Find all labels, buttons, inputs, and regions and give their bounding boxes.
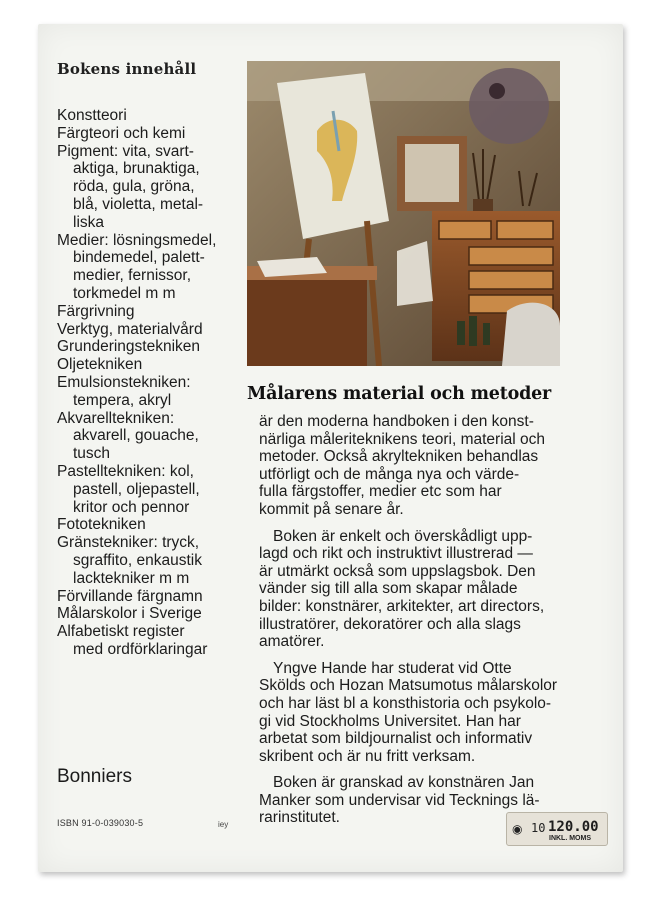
toc-line: tusch — [73, 445, 111, 463]
text-line: Skölds och Hozan Matsumotus målarskolor — [259, 677, 558, 695]
paragraph-gap — [259, 519, 589, 528]
toc-line: Målarskolor i Sverige — [57, 605, 202, 623]
text-line: arbetat som bildjournalist och informativ — [259, 730, 533, 748]
text-line: skribent och är nu fritt verksam. — [259, 747, 476, 765]
publisher-name: Bonniers — [57, 766, 132, 787]
toc-line: aktiga, brunaktiga, — [73, 160, 200, 178]
toc-line: Förvillande färgnamn — [57, 587, 203, 605]
text-line: Boken är enkelt och överskådligt upp- — [273, 527, 533, 545]
text-line: fulla färgstoffer, medier etc som har — [259, 483, 502, 501]
toc-line: Gränstekniker: tryck, — [57, 534, 200, 552]
toc-line: Grunderingstekniken — [57, 338, 201, 356]
price-note: INKL. MOMS — [549, 835, 591, 842]
text-line: Manker som undervisar vid Tecknings lä- — [259, 791, 540, 809]
text-line: gi vid Stockholms Universitet. Han har — [259, 712, 521, 730]
description-paragraph — [259, 528, 589, 651]
text-line: bilder: konstnärer, arkitekter, art directors, — [259, 597, 545, 615]
toc-line: medier, fernissor, — [73, 267, 192, 285]
price-value: 120.00 — [548, 819, 599, 835]
text-line: metoder. Också akryltekniken behandlas — [259, 448, 539, 466]
toc-line: blå, violetta, metal- — [73, 195, 204, 213]
description-paragraph — [259, 413, 589, 519]
text-line: utförligt och de många nya och värde- — [259, 465, 520, 483]
bird-logo-icon: ◉ — [512, 822, 523, 836]
text-line: kommit på senare år. — [259, 500, 404, 518]
small-code: iey — [218, 820, 229, 829]
text-line: och har läst bl a konsthistoria och psykolo- — [259, 694, 552, 712]
studio-photo — [247, 61, 560, 366]
text-line: vänder sig till alla som skapar målade — [259, 580, 518, 598]
paragraph-gap — [259, 765, 589, 774]
toc-line: Konstteori — [57, 107, 127, 124]
text-line: Yngve Hande har studerat vid Otte — [273, 659, 512, 677]
toc-line: Färgteori och kemi — [57, 124, 186, 142]
text-line: rarinstitutet. — [259, 809, 340, 827]
toc-line: torkmedel m m — [73, 284, 176, 302]
toc-line: lacktekniker m m — [73, 569, 190, 587]
toc-line: Emulsionstekniken: — [57, 373, 191, 391]
toc-line: Färgrivning — [57, 302, 135, 320]
description-text — [259, 413, 589, 827]
text-line: närliga måleriteknikens teori, material och — [259, 430, 546, 448]
toc-line: Verktyg, materialvård — [57, 320, 203, 338]
text-line: illustratörer, dekoratörer och alla slags — [259, 615, 521, 633]
toc-line: Pigment: vita, svart- — [57, 142, 194, 160]
toc-line: Alfabetiskt register — [57, 623, 185, 641]
toc-line: akvarell, gouache, — [73, 427, 199, 445]
text-line: är utmärkt också som uppslagsbok. Den — [259, 562, 536, 580]
toc-line: Fototekniken — [57, 516, 146, 534]
price-dept: 10 — [531, 821, 546, 835]
toc-line: med ordförklaringar — [73, 640, 208, 658]
toc-line: sgraffito, enkaustik — [73, 551, 202, 569]
toc-line: Oljetekniken — [57, 356, 143, 374]
toc-line: bindemedel, palett- — [73, 249, 205, 267]
isbn-number: ISBN 91-0-039030-5 — [57, 818, 144, 828]
toc-line: Akvarelltekniken: — [57, 409, 175, 427]
book-title: Målarens material och metoder — [247, 384, 552, 404]
description-paragraph — [259, 660, 589, 766]
toc-line: Medier: lösningsmedel, — [57, 231, 217, 249]
text-line: Boken är granskad av konstnären Jan — [273, 774, 535, 792]
text-line: amatörer. — [259, 633, 325, 651]
toc-line: kritor och pennor — [73, 498, 190, 516]
text-line: är den moderna handboken i den konst- — [259, 413, 534, 430]
toc-line: tempera, akryl — [73, 391, 172, 409]
toc-heading: Bokens innehåll — [57, 60, 197, 78]
paragraph-gap — [259, 651, 589, 660]
toc-line: liska — [73, 213, 105, 231]
price-sticker — [506, 812, 608, 846]
toc-line: Pastelltekniken: kol, — [57, 462, 194, 480]
toc-line: pastell, oljepastell, — [73, 480, 200, 498]
toc-line: röda, gula, gröna, — [73, 178, 195, 196]
text-line: lagd och rikt och instruktivt illustrerad — — [259, 545, 533, 563]
table-of-contents — [57, 107, 247, 659]
